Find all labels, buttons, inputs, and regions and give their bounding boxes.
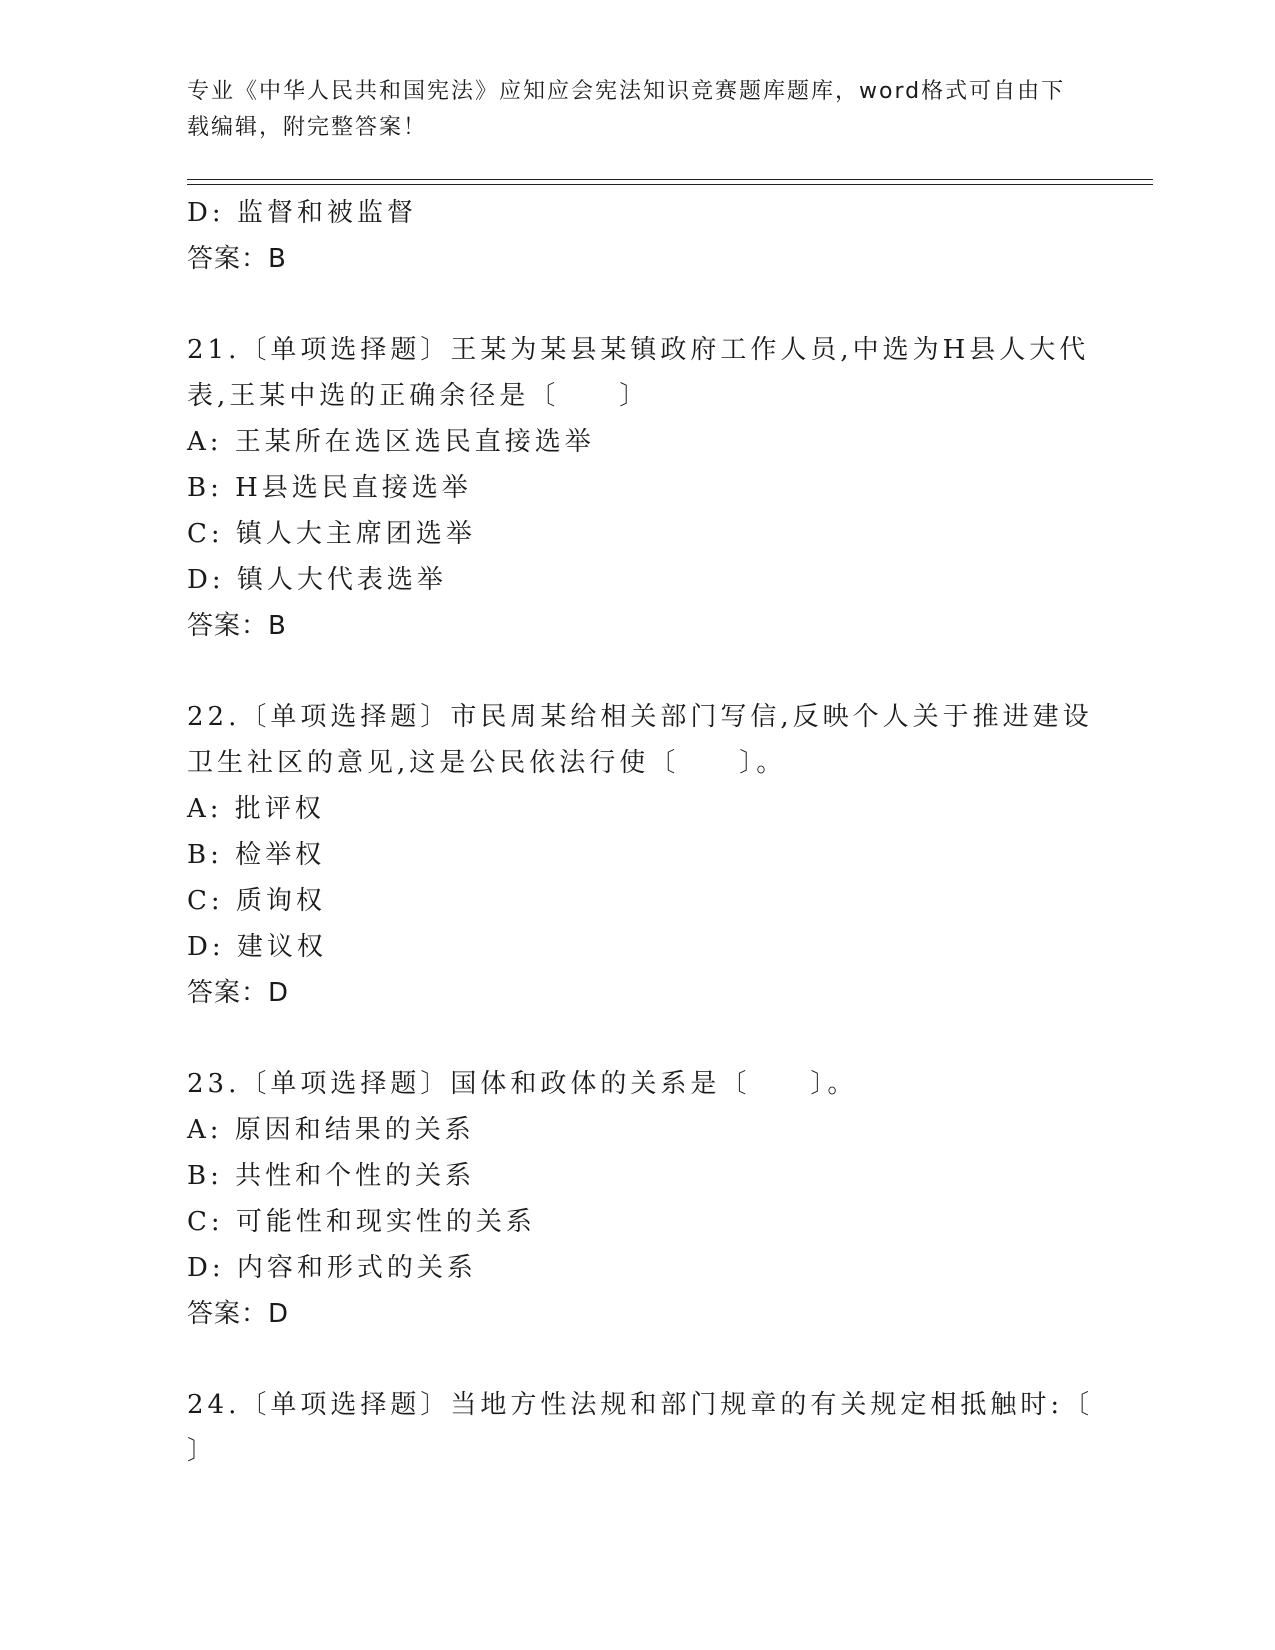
option-c: C: 可能性和现实性的关系 [187, 1207, 536, 1237]
question-stem-cont: 卫生社区的意见,这是公民依法行使〔 〕。 [187, 748, 787, 778]
question-stem-cont: 〕 [187, 1436, 218, 1466]
option-d: D: 镇人大代表选举 [187, 565, 447, 595]
header-divider-top [187, 179, 1153, 180]
option-c: C: 质询权 [187, 886, 326, 916]
option-b: B: H县选民直接选举 [187, 473, 472, 503]
option-a: A: 批评权 [187, 794, 325, 824]
option-a: A: 原因和结果的关系 [187, 1115, 475, 1145]
option-d: D: 建议权 [187, 932, 327, 962]
option-c: C: 镇人大主席团选举 [187, 519, 476, 549]
prev-answer: 答案：B [187, 244, 287, 274]
question-stem: 21.〔单项选择题〕王某为某县某镇政府工作人员,中选为H县人大代 [187, 335, 1090, 365]
question-list [187, 190, 1094, 1474]
question-stem: 24.〔单项选择题〕当地方性法规和部门规章的有关规定相抵触时:〔 [187, 1390, 1094, 1420]
question-stem: 23.〔单项选择题〕国体和政体的关系是〔 〕。 [187, 1069, 858, 1099]
option-a: A: 王某所在选区选民直接选举 [187, 427, 595, 457]
question-stem: 22.〔单项选择题〕市民周某给相关部门写信,反映个人关于推进建设 [187, 702, 1093, 732]
option-d: D: 内容和形式的关系 [187, 1253, 477, 1283]
document-header: 专业《中华人民共和国宪法》应知应会宪法知识竞赛题库题库，word格式可自由下载编辑，附完整答案！ [187, 79, 1066, 140]
header-divider-bottom [187, 184, 1153, 185]
question-22 [187, 694, 1093, 1016]
option-b: B: 检举权 [187, 840, 326, 870]
answer: 答案：D [187, 1299, 290, 1329]
option-b: B: 共性和个性的关系 [187, 1161, 476, 1191]
prev-option-d: D: 监督和被监督 [187, 198, 417, 228]
question-24 [187, 1382, 1094, 1474]
answer: 答案：D [187, 978, 290, 1008]
question-stem-cont: 表,王某中选的正确余径是〔 〕 [187, 381, 650, 411]
answer: 答案：B [187, 611, 287, 641]
question-21 [187, 327, 1090, 649]
question-23 [187, 1061, 1087, 1337]
